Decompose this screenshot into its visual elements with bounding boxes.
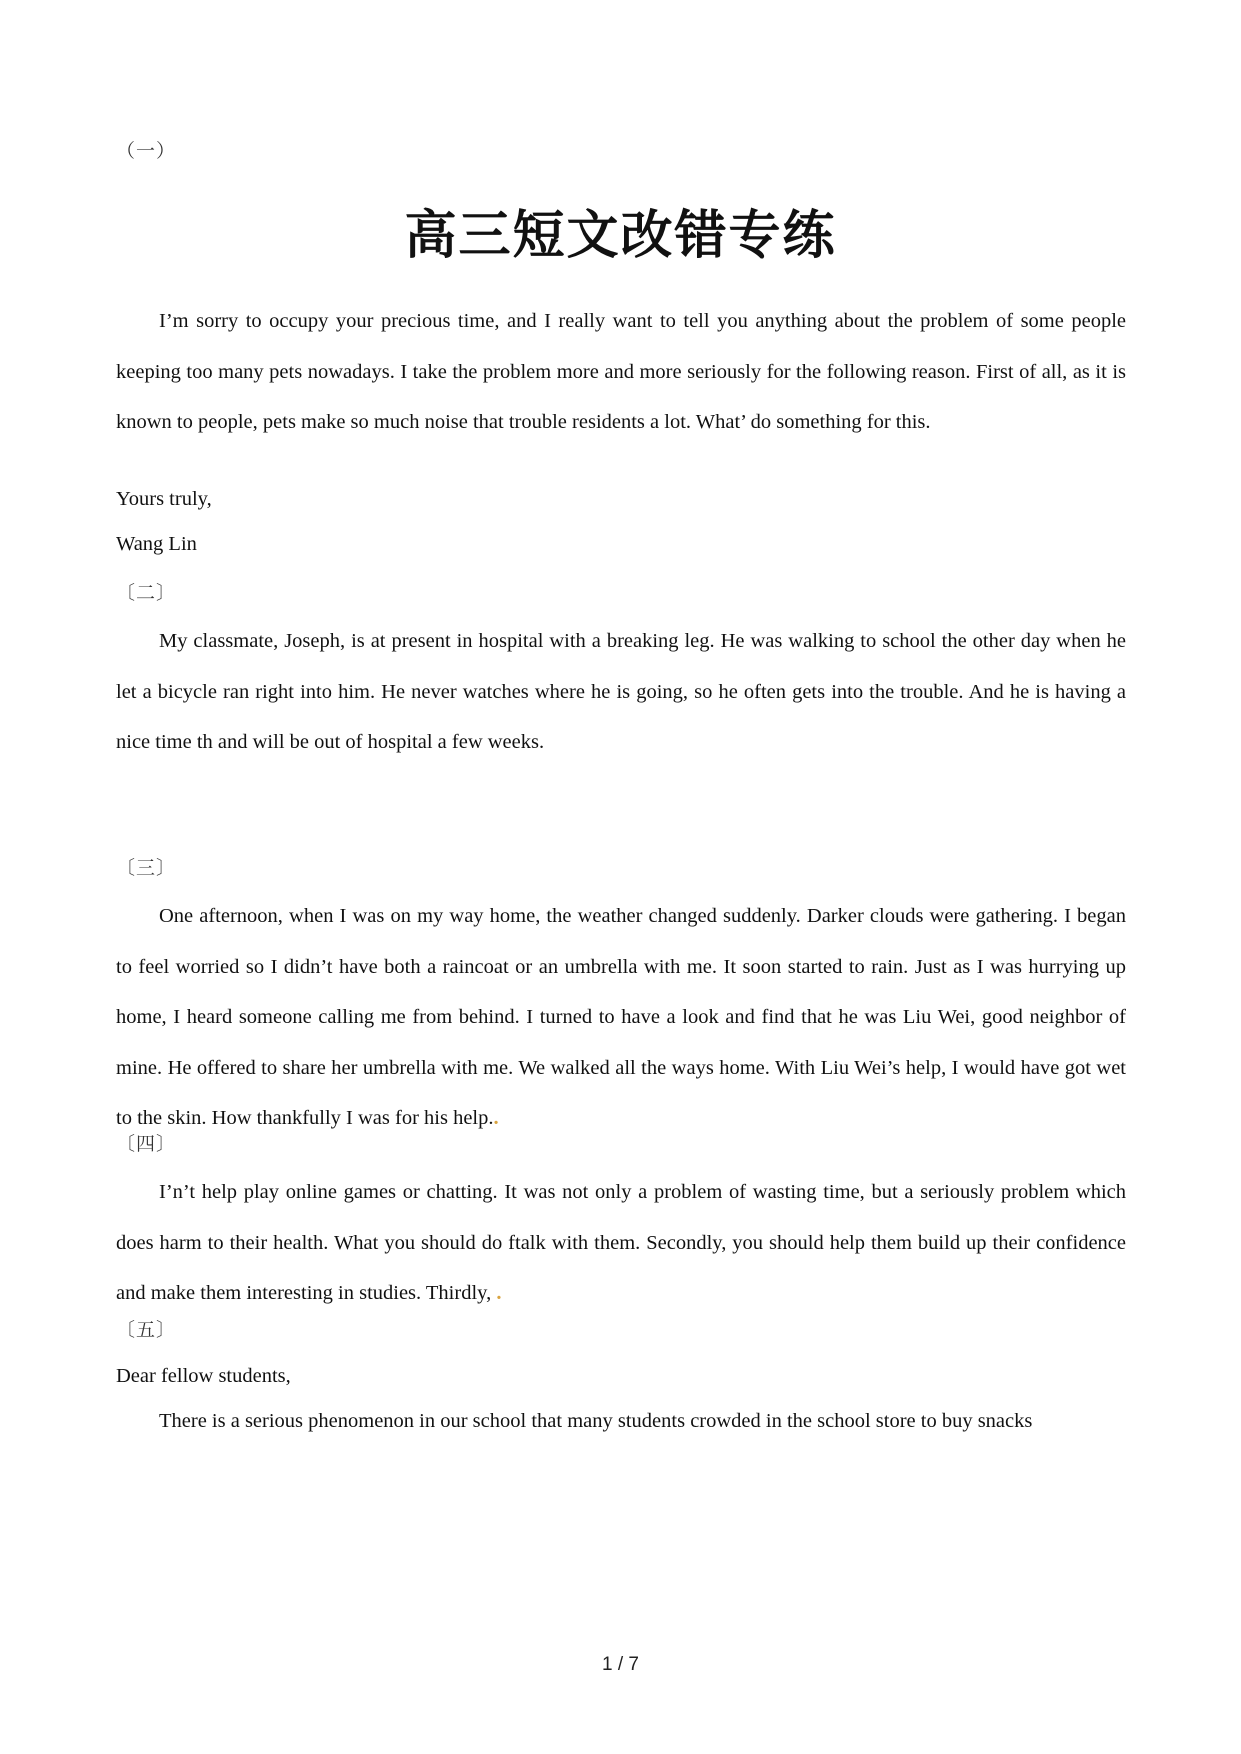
- section-label-1: （一）: [116, 141, 177, 162]
- section-3-trail-mark: .: [493, 1107, 499, 1129]
- section-label-5: 〔五〕: [116, 1320, 177, 1341]
- section-label-4: 〔四〕: [116, 1134, 177, 1155]
- page-title: 高三短文改错专练: [404, 206, 837, 266]
- letter-closing: Yours truly,: [116, 488, 212, 510]
- section-5-paragraph: There is a serious phenomenon in our school that many students crowded in the school store to buy snacks: [159, 1410, 1033, 1432]
- section-4-text: I’n’t help play online games or chatting. It was not only a problem of wasting time, but a seriously problem which does harm to their health. What you should do ftalk with them. Secondly, you should help them build up their confidence and make them interesting in studies. Thirdly,: [116, 1181, 1126, 1304]
- section-4-trail-mark: .: [496, 1282, 502, 1304]
- section-label-2: 〔二〕: [116, 583, 177, 604]
- section-2-paragraph: My classmate, Joseph, is at present in hospital with a breaking leg. He was walking to school the other day when he let a bicycle ran right into him. He never watches where he is going, so he often gets into the trouble. And he is having a nice time th and will be out of hospital a few weeks.: [116, 630, 1126, 753]
- section-label-3: 〔三〕: [116, 858, 177, 879]
- section-4-paragraph: [116, 1167, 1126, 1319]
- section-5-greeting: Dear fellow students,: [116, 1365, 291, 1387]
- letter-signature: Wang Lin: [116, 533, 197, 555]
- page-number: 1 / 7: [602, 1654, 639, 1675]
- section-3-paragraph: [116, 891, 1126, 1144]
- section-1-paragraph: I’m sorry to occupy your precious time, and I really want to tell you anything about the problem of some people keeping too many pets nowadays. I take the problem more and more seriously for the following reason. First of all, as it is known to people, pets make so much noise that trouble residents a lot. What’ do something for this.: [116, 310, 1126, 433]
- section-3-text: One afternoon, when I was on my way home, the weather changed suddenly. Darker clouds were gathering. I began to feel worried so I didn’t have both a raincoat or an umbrella with me. It soon started to rain. Just as I was hurrying up home, I heard someone calling me from behind. I turned to have a look and find that he was Liu Wei, good neighbor of mine. He offered to share her umbrella with me. We walked all the ways home. With Liu Wei’s help, I would have got wet to the skin. How thankfully I was for his help.: [116, 905, 1126, 1129]
